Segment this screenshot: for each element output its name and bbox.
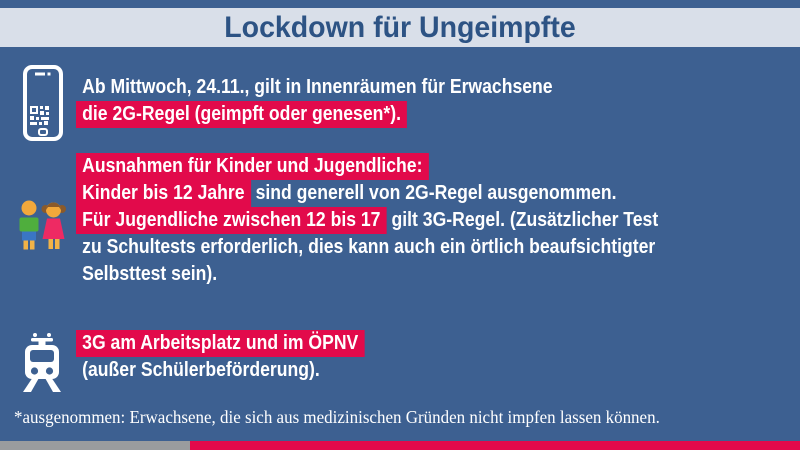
highlighted-text: die 2G-Regel (geimpft oder genesen*).: [76, 101, 407, 128]
highlighted-text: Kinder bis 12 Jahre: [76, 180, 251, 207]
children-icon: [16, 199, 66, 258]
text-line: [76, 153, 658, 180]
text-segment: gilt 3G-Regel. (Zusätzlicher Test: [386, 209, 659, 231]
text-segment: Ab Mittwoch, 24.11., gilt in Innenräumen für Erwachsene: [82, 76, 553, 98]
text-line: [76, 101, 553, 128]
bottom-bar: [0, 441, 800, 450]
text-line: [76, 234, 658, 261]
page-title: Lockdown für Ungeimpfte: [224, 10, 576, 44]
bottom-bar-red-segment: [190, 441, 800, 450]
section-children-text: [76, 153, 658, 288]
text-segment: (außer Schülerbeförderung).: [82, 359, 320, 381]
qr-code-phone-icon: [22, 64, 64, 147]
bottom-bar-gray-segment: [0, 441, 190, 450]
section-transport-text: [76, 330, 364, 384]
text-segment: sind generell von 2G-Regel ausgenommen.: [250, 182, 617, 204]
highlighted-text: Ausnahmen für Kinder und Jugendliche:: [76, 153, 429, 180]
text-line: [76, 357, 364, 384]
highlighted-text: 3G am Arbeitsplatz und im ÖPNV: [76, 330, 364, 357]
footnote: *ausgenommen: Erwachsene, die sich aus medizinischen Gründen nicht impfen lassen können.: [14, 407, 660, 427]
highlighted-text: Für Jugendliche zwischen 12 bis 17: [76, 207, 387, 234]
section-2g-text: [76, 74, 553, 128]
text-line: [76, 180, 658, 207]
text-line: [76, 261, 658, 288]
text-segment: Selbsttest sein).: [82, 263, 218, 285]
header: [0, 8, 800, 47]
text-segment: zu Schultests erforderlich, dies kann auch ein örtlich beaufsichtigter: [82, 236, 656, 258]
text-line: [76, 207, 658, 234]
text-line: [76, 330, 364, 357]
text-line: [76, 74, 553, 101]
train-icon: [20, 332, 64, 399]
